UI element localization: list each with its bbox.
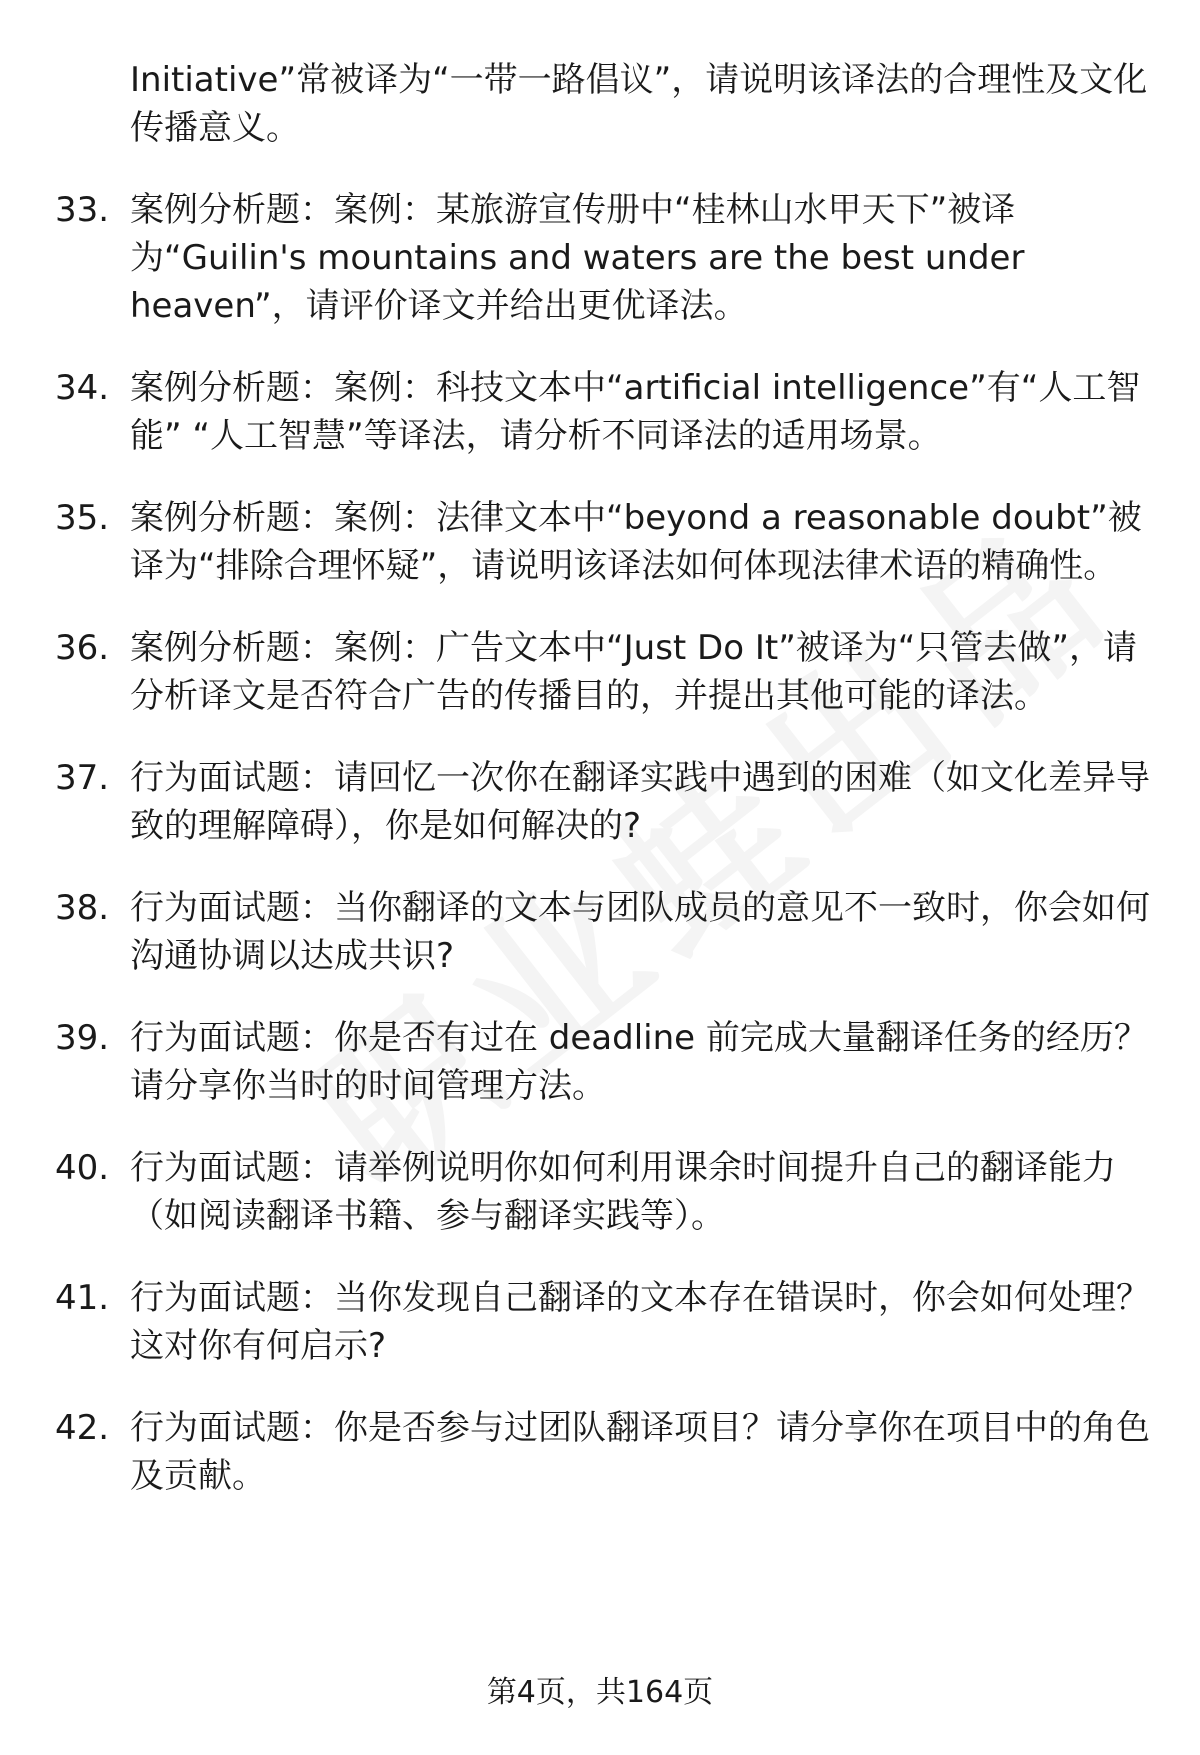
item-number: 34. xyxy=(55,368,110,408)
item-number: 35. xyxy=(55,498,110,538)
item-text: 行为面试题：当你发现自己翻译的文本存在错误时，你会如何处理？这对你有何启示? xyxy=(130,1278,1150,1366)
list-item xyxy=(0,1014,1200,1110)
item-text: 案例分析题：案例：某旅游宣传册中“桂林山水甲天下”被译为“Guilin's mountains and waters are the best under heaven”，请评价译文并给出更优译法。 xyxy=(130,190,1025,326)
item-number: 42. xyxy=(55,1408,110,1448)
list-item xyxy=(0,1404,1200,1500)
list-item xyxy=(0,364,1200,460)
list-item xyxy=(0,1144,1200,1240)
item-text: 行为面试题：请回忆一次你在翻译实践中遇到的困难（如文化差异导致的理解障碍），你是如何解决的? xyxy=(130,758,1150,846)
item-number: 37. xyxy=(55,758,110,798)
list-item xyxy=(0,494,1200,590)
item-text: Initiative”常被译为“一带一路倡议”，请说明该译法的合理性及文化传播意义。 xyxy=(130,60,1148,148)
item-number: 38. xyxy=(55,888,110,928)
item-text: 行为面试题：请举例说明你如何利用课余时间提升自己的翻译能力（如阅读翻译书籍、参与翻译实践等）。 xyxy=(130,1148,1116,1236)
item-text: 行为面试题：你是否有过在 deadline 前完成大量翻译任务的经历？请分享你当时的时间管理方法。 xyxy=(130,1018,1148,1106)
page-footer: 第4页，共164页 xyxy=(486,1675,714,1710)
item-text: 案例分析题：案例：科技文本中“artificial intelligence”有“人工智能” “人工智慧”等译法，请分析不同译法的适用场景。 xyxy=(130,368,1141,456)
list-item xyxy=(0,754,1200,850)
item-text: 案例分析题：案例：广告文本中“Just Do It”被译为“只管去做”，请分析译文是否符合广告的传播目的，并提出其他可能的译法。 xyxy=(130,628,1138,716)
item-text: 案例分析题：案例：法律文本中“beyond a reasonable doubt”被译为“排除合理怀疑”，请说明该译法如何体现法律术语的精确性。 xyxy=(130,498,1142,586)
list-item xyxy=(0,186,1200,330)
list-item xyxy=(0,1274,1200,1370)
item-text: 行为面试题：你是否参与过团队翻译项目？请分享你在项目中的角色及贡献。 xyxy=(130,1408,1150,1496)
item-text: 行为面试题：当你翻译的文本与团队成员的意见不一致时，你会如何沟通协调以达成共识? xyxy=(130,888,1150,976)
item-number: 36. xyxy=(55,628,110,668)
list-item xyxy=(0,624,1200,720)
item-number: 40. xyxy=(55,1148,110,1188)
item-number: 39. xyxy=(55,1018,110,1058)
list-item xyxy=(0,884,1200,980)
item-number: 41. xyxy=(55,1278,110,1318)
item-number: 33. xyxy=(55,190,110,230)
list-item xyxy=(0,56,1200,152)
question-list xyxy=(0,56,1200,1534)
